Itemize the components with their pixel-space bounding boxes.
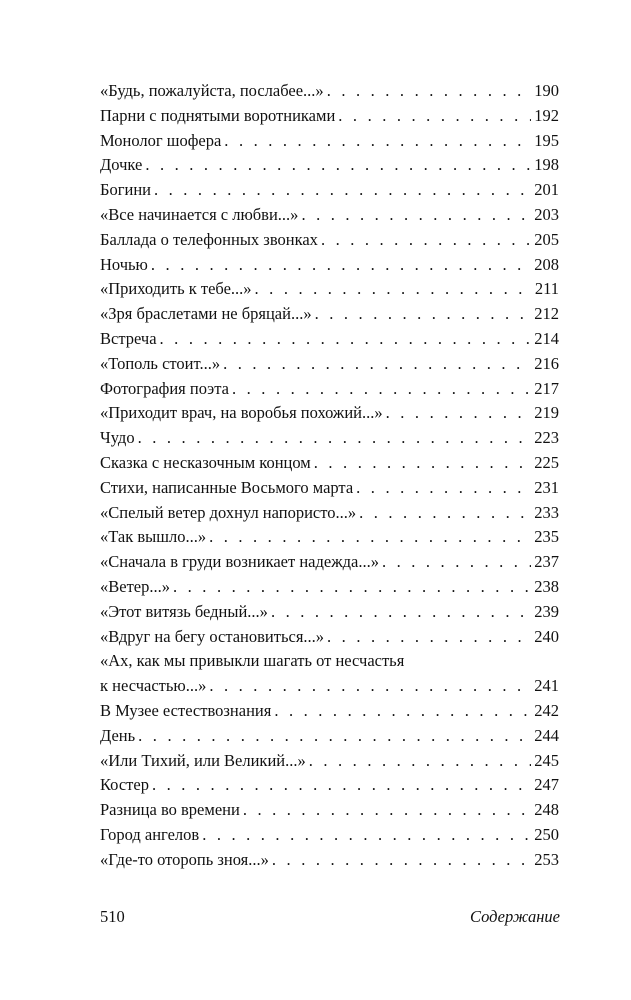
toc-entry [100,377,559,402]
dot-leader [338,104,531,129]
dot-leader [138,426,532,451]
dot-leader [301,203,531,228]
toc-entry [100,550,559,575]
dot-leader [382,550,531,575]
toc-entry-title: Богини [100,180,151,200]
toc-entry-title: «Так вышло...» [100,527,207,547]
toc-entry-page: 241 [534,676,559,696]
toc-entry-page: 231 [534,477,559,497]
toc-entry-title: Фотография поэта [100,378,229,398]
toc-entry-page: 223 [534,428,559,448]
dot-leader [173,575,531,600]
toc-entry [100,600,559,625]
toc-entry-multiline-first-line [100,649,559,674]
toc-entry [100,79,559,104]
toc-entry-page: 217 [534,378,559,398]
toc-entry-title: «Приходит врач, на воробья похожий...» [100,403,383,423]
toc-entry [100,823,559,848]
toc-entry [100,178,559,203]
toc-entry-title: «Ах, как мы привыкли шагать от несчастья [100,651,405,671]
toc-entry-page: 198 [534,155,559,175]
dot-leader [152,773,531,798]
toc-entry-title: «Приходить к тебе...» [100,279,252,299]
toc-entry-title: Сказка с несказочным концом [100,452,311,472]
toc-entry [100,724,559,749]
toc-entry-title: Разница во времени [100,800,240,820]
toc-entry [100,525,559,550]
toc-entry [100,302,559,327]
dot-leader [224,129,531,154]
dot-leader [151,253,531,278]
toc-entry-page: 205 [534,229,559,249]
toc-entry-title: «Где-то оторопь зноя...» [100,849,269,869]
toc-entry [100,153,559,178]
toc-entry-title: В Музее естествознания [100,700,272,720]
toc-entry [100,749,559,774]
dot-leader [327,79,532,104]
dot-leader [232,377,531,402]
dot-leader [272,848,531,873]
toc-entry-page: 253 [534,849,559,869]
dot-leader [309,749,532,774]
toc-entry-page: 238 [534,576,559,596]
running-footer-section-title: Содержание [469,907,560,926]
toc-entry-page: 250 [534,824,559,844]
toc-entry [100,129,559,154]
toc-entry-page: 201 [534,180,559,200]
dot-leader [386,401,532,426]
toc-entry-page: 237 [534,552,559,572]
toc-entry-page: 244 [534,725,559,745]
toc-entries [100,79,559,649]
toc-entry [100,401,559,426]
toc-entry-page: 208 [534,254,559,274]
dot-leader [359,501,531,526]
toc-entries-after [100,699,559,873]
toc-entry [100,625,559,650]
dot-leader [314,451,532,476]
toc-entry-page: 216 [534,353,559,373]
toc-entry-page: 235 [534,527,559,547]
toc-entry-page: 195 [534,130,559,150]
dot-leader [271,600,531,625]
toc-entry-title: Город ангелов [100,824,200,844]
toc-entry-title: «Ветер...» [100,576,170,596]
dot-leader [356,476,531,501]
dot-leader [138,724,531,749]
toc-entry-page: 203 [534,204,559,224]
toc-entry-title: Ночью [100,254,148,274]
dot-leader [209,674,531,699]
toc-entry [100,228,559,253]
dot-leader [327,625,531,650]
toc-entry-title: Дочке [100,155,143,175]
toc-entry-title: Встреча [100,328,157,348]
toc-entry [100,699,559,724]
toc-entry-title: «Или Тихий, или Великий...» [100,750,306,770]
toc-entry [100,327,559,352]
toc-entry [100,253,559,278]
toc-entry-title: «Вдруг на бегу остановиться...» [100,626,325,646]
toc-entry [100,773,559,798]
toc-entry [100,575,559,600]
toc-entry-page: 245 [534,750,559,770]
toc-entry-page: 211 [534,279,559,299]
table-of-contents [100,79,559,873]
toc-entry-page: 247 [534,775,559,795]
dot-leader [209,525,531,550]
toc-entry-page: 214 [534,328,559,348]
toc-entry-title: Баллада о телефонных звонках [100,229,318,249]
toc-entry-page: 233 [534,502,559,522]
toc-entry-title: «Зря браслетами не бряцай...» [100,304,312,324]
toc-entry-title: «Все начинается с любви...» [100,204,299,224]
dot-leader [274,699,531,724]
toc-entry [100,426,559,451]
toc-entry [100,352,559,377]
toc-entry [100,476,559,501]
toc-entry-page: 219 [534,403,559,423]
toc-entry-page: 242 [534,700,559,720]
toc-entry-title: «Спелый ветер дохнул напористо...» [100,502,357,522]
toc-entry-page: 192 [534,105,559,125]
dot-leader [315,302,532,327]
toc-entry [100,501,559,526]
toc-entry-title: «Будь, пожалуйста, послабее...» [100,81,324,100]
toc-entry-title: «Сначала в груди возникает надежда...» [100,552,379,572]
toc-entry [100,104,559,129]
toc-entry-page: 239 [534,601,559,621]
toc-entry-title: Чудо [100,428,135,448]
toc-entry [100,277,559,302]
toc-entry-multiline-second-line [100,674,559,699]
toc-entry-title: Монолог шофера [100,130,222,150]
toc-entry [100,203,559,228]
toc-entry-title: Парни с поднятыми воротниками [100,105,336,125]
toc-entry-title: День [100,725,136,745]
dot-leader [223,352,531,377]
dot-leader [243,798,531,823]
toc-entry-page: 225 [534,452,559,472]
dot-leader [321,228,531,253]
dot-leader [255,277,532,302]
toc-entry-title: Стихи, написанные Восьмого марта [100,477,354,497]
toc-entry [100,798,559,823]
dot-leader [154,178,531,203]
toc-entry-title: Костер [100,775,149,795]
toc-entry-page: 240 [534,626,559,646]
toc-entry-page: 212 [534,304,559,324]
dot-leader [202,823,531,848]
dot-leader [145,153,531,178]
toc-entry-page: 190 [534,81,559,100]
toc-entry-title: «Тополь стоит...» [100,353,221,373]
toc-entry-title: «Этот витязь бедный...» [100,601,268,621]
toc-entry-page: 248 [534,800,559,820]
toc-entry [100,848,559,873]
toc-entry [100,451,559,476]
toc-entry-title: к несчастью...» [100,676,207,696]
dot-leader [160,327,532,352]
page-number: 510 [100,907,125,926]
